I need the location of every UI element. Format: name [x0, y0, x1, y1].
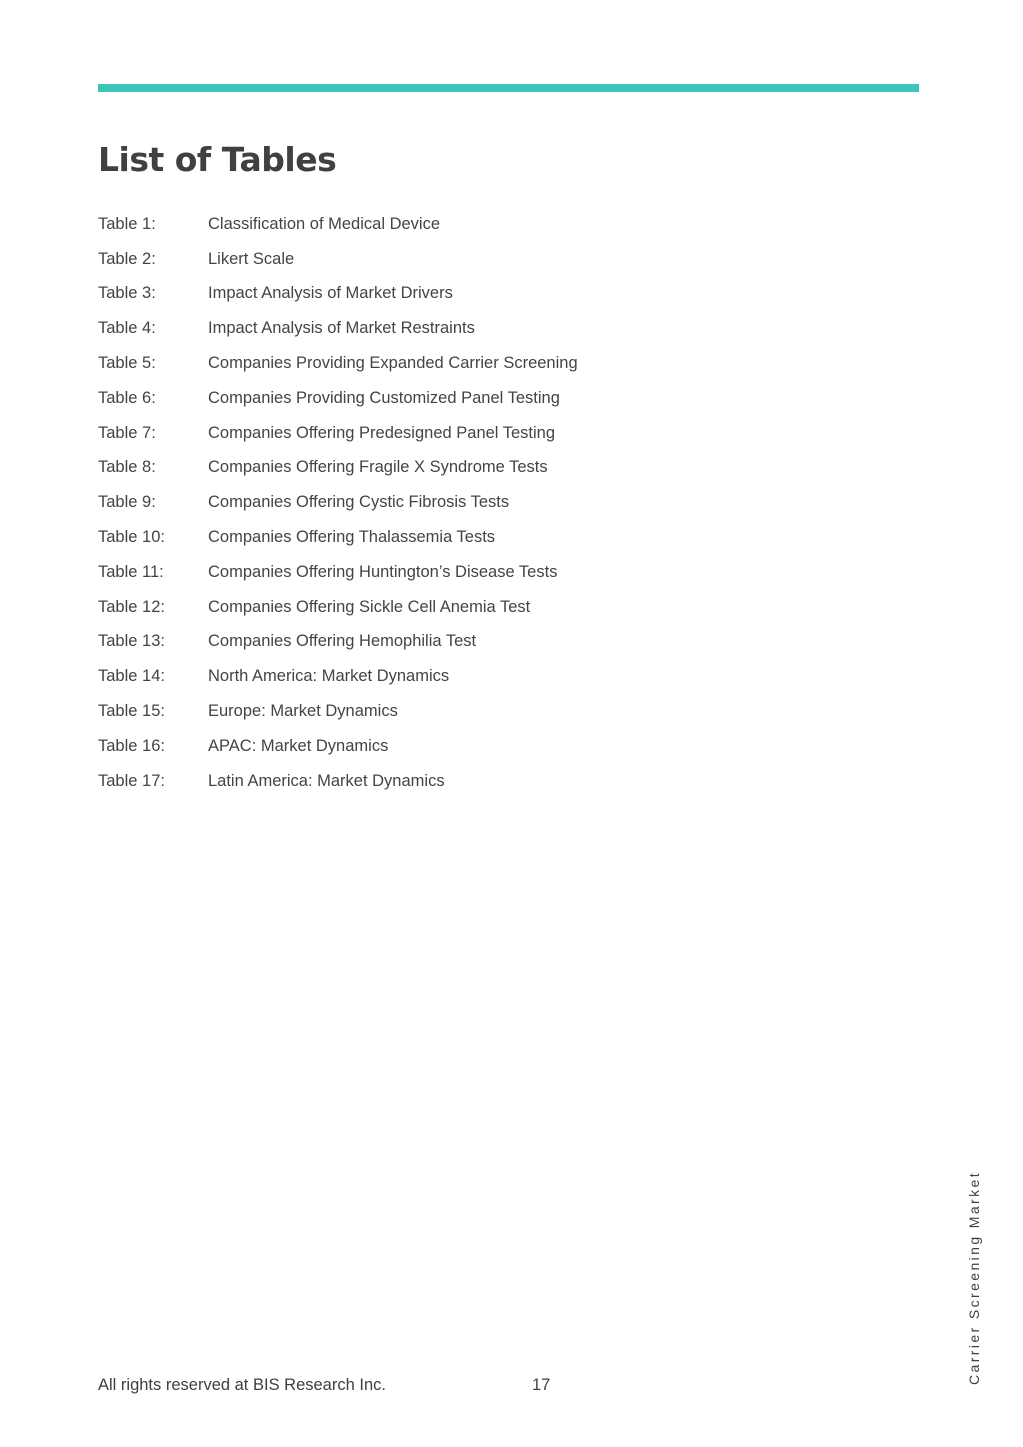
table-title: North America: Market Dynamics	[208, 667, 450, 686]
table-number: Table 16:	[98, 736, 165, 755]
list-item	[98, 451, 578, 486]
list-item	[98, 764, 578, 799]
list-item	[98, 590, 578, 625]
list-item	[98, 207, 578, 242]
table-number: Table 12:	[98, 597, 165, 616]
table-title: Latin America: Market Dynamics	[208, 771, 445, 790]
table-number: Table 9:	[98, 493, 156, 512]
list-item	[98, 416, 578, 451]
table-number: Table 11:	[98, 562, 164, 581]
table-number: Table 10:	[98, 528, 165, 547]
list-item	[98, 381, 578, 416]
table-number: Table 1:	[98, 214, 156, 233]
list-item	[98, 242, 578, 277]
table-number: Table 14:	[98, 667, 165, 686]
table-title: Companies Offering Cystic Fibrosis Tests	[208, 493, 510, 512]
list-item	[98, 520, 578, 555]
table-title: Likert Scale	[208, 249, 295, 268]
page-title: List of Tables	[98, 140, 337, 179]
table-number: Table 2:	[98, 249, 156, 268]
table-title: Companies Providing Expanded Carrier Screening	[208, 354, 578, 373]
report-side-label: Carrier Screening Market	[966, 1171, 982, 1385]
table-number: Table 6:	[98, 388, 156, 407]
table-number: Table 17:	[98, 771, 165, 790]
table-title: Europe: Market Dynamics	[208, 702, 398, 721]
list-item	[98, 485, 578, 520]
footer-copyright: All rights reserved at BIS Research Inc.	[98, 1376, 386, 1394]
table-number: Table 15:	[98, 702, 165, 721]
table-number: Table 7:	[98, 423, 156, 442]
table-number: Table 5:	[98, 354, 156, 373]
table-number: Table 13:	[98, 632, 165, 651]
table-title: Impact Analysis of Market Drivers	[208, 284, 453, 303]
table-title: Companies Offering Thalassemia Tests	[208, 528, 496, 547]
table-title: Classification of Medical Device	[208, 214, 441, 233]
list-item	[98, 555, 578, 590]
table-title: APAC: Market Dynamics	[208, 736, 389, 755]
table-title: Companies Offering Hemophilia Test	[208, 632, 477, 651]
table-title: Companies Offering Sickle Cell Anemia Test	[208, 597, 531, 616]
list-of-tables	[98, 207, 578, 799]
list-item	[98, 625, 578, 660]
table-title: Companies Offering Fragile X Syndrome Tests	[208, 458, 548, 477]
table-title: Impact Analysis of Market Restraints	[208, 319, 475, 338]
table-number: Table 3:	[98, 284, 156, 303]
table-title: Companies Offering Predesigned Panel Testing	[208, 423, 556, 442]
page-number: 17	[532, 1376, 551, 1394]
table-title: Companies Offering Huntington’s Disease Tests	[208, 562, 558, 581]
list-item	[98, 277, 578, 312]
list-item	[98, 729, 578, 764]
header-accent-rule	[98, 84, 919, 92]
list-item	[98, 694, 578, 729]
list-item	[98, 311, 578, 346]
table-number: Table 8:	[98, 458, 156, 477]
table-title: Companies Providing Customized Panel Testing	[208, 388, 560, 407]
table-number: Table 4:	[98, 319, 156, 338]
list-item	[98, 659, 578, 694]
list-item	[98, 346, 578, 381]
